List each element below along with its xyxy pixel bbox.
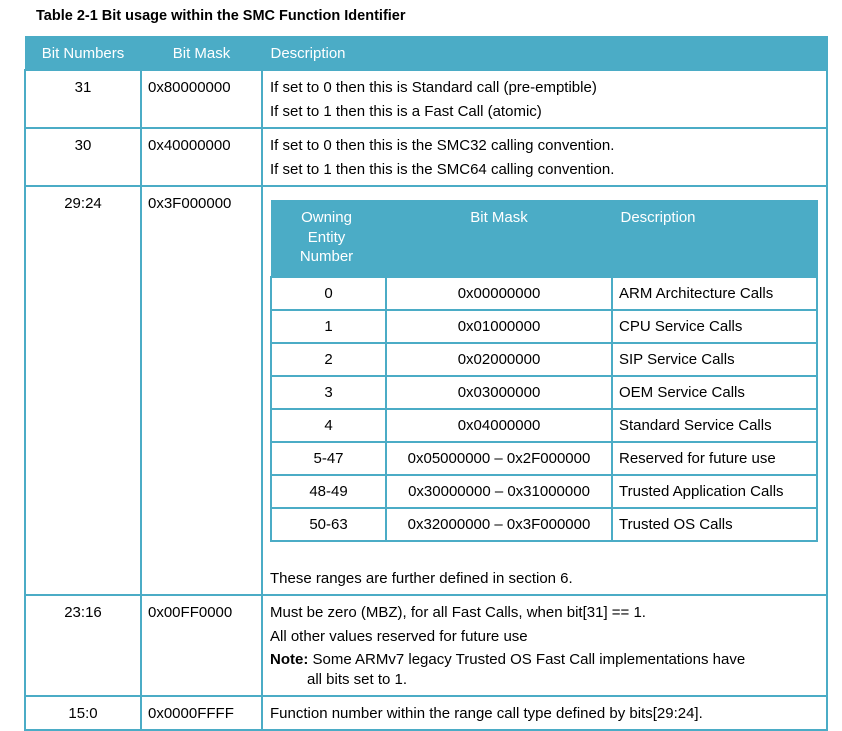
- entity-mask-cell: 0x30000000 – 0x31000000: [386, 475, 612, 508]
- bit-mask-cell: 0x3F000000: [141, 186, 262, 595]
- note-line: [270, 649, 820, 670]
- table-row: [271, 442, 817, 475]
- entity-desc-cell: Trusted OS Calls: [612, 508, 817, 541]
- header-row: [25, 37, 827, 71]
- note-continuation: all bits set to 1.: [307, 671, 408, 688]
- note-label: Note:: [270, 651, 309, 668]
- table-caption: Table 2-1 Bit usage within the SMC Function Identifier: [36, 8, 406, 24]
- bit-mask-cell: 0x00FF0000: [141, 595, 262, 696]
- bit-mask-cell: 0x80000000: [141, 70, 262, 128]
- entity-mask-cell: 0x00000000: [386, 277, 612, 310]
- entity-desc-cell: CPU Service Calls: [612, 310, 817, 343]
- smc-function-id-table: [24, 36, 828, 731]
- bit-number-cell: 31: [25, 70, 141, 128]
- bit-number-cell: 23:16: [25, 595, 141, 696]
- table-row: [271, 508, 817, 541]
- bit-number-cell: 15:0: [25, 696, 141, 730]
- inner-header-row: [271, 201, 817, 278]
- bit-mask-cell: 0x40000000: [141, 128, 262, 186]
- entity-number-cell: 48-49: [271, 475, 386, 508]
- description-cell: [262, 595, 827, 696]
- header-bit-mask: Bit Mask: [141, 37, 262, 71]
- entity-number-cell: 5-47: [271, 442, 386, 475]
- description-line: Must be zero (MBZ), for all Fast Calls, when bit[31] == 1.: [270, 604, 646, 621]
- description-line: If set to 0 then this is the SMC32 calling convention.: [270, 137, 615, 154]
- table-row: [271, 376, 817, 409]
- entity-desc-cell: Standard Service Calls: [612, 409, 817, 442]
- owning-entity-table: [270, 200, 818, 542]
- description-line: If set to 1 then this is the SMC64 calling convention.: [270, 161, 615, 178]
- entity-desc-cell: SIP Service Calls: [612, 343, 817, 376]
- entity-desc-cell: Reserved for future use: [612, 442, 817, 475]
- entity-mask-cell: 0x04000000: [386, 409, 612, 442]
- table-row: [25, 186, 827, 595]
- description-cell: [262, 186, 827, 595]
- header-owning-entity: Owning Entity Number: [271, 201, 386, 278]
- entity-number-cell: 4: [271, 409, 386, 442]
- entity-mask-cell: 0x01000000: [386, 310, 612, 343]
- entity-mask-cell: 0x03000000: [386, 376, 612, 409]
- table-row: [271, 310, 817, 343]
- description-cell: [262, 128, 827, 186]
- note-text: Some ARMv7 legacy Trusted OS Fast Call implementations have: [312, 651, 746, 668]
- entity-number-cell: 2: [271, 343, 386, 376]
- ranges-footnote: These ranges are further defined in section 6.: [270, 570, 573, 587]
- header-bit-numbers: Bit Numbers: [25, 37, 141, 71]
- table-row: [271, 343, 817, 376]
- header-inner-bit-mask: Bit Mask: [386, 201, 612, 278]
- table-row: [271, 409, 817, 442]
- entity-number-cell: 0: [271, 277, 386, 310]
- description-line: If set to 1 then this is a Fast Call (atomic): [270, 103, 542, 120]
- bit-number-cell: 29:24: [25, 186, 141, 595]
- header-description: Description: [262, 37, 827, 71]
- entity-desc-cell: Trusted Application Calls: [612, 475, 817, 508]
- entity-desc-cell: ARM Architecture Calls: [612, 277, 817, 310]
- entity-number-cell: 3: [271, 376, 386, 409]
- description-line: If set to 0 then this is Standard call (pre-emptible): [270, 79, 597, 96]
- table-row: [25, 70, 827, 128]
- table-row: [25, 595, 827, 696]
- table-row: [25, 128, 827, 186]
- description-cell: [262, 70, 827, 128]
- entity-mask-cell: 0x32000000 – 0x3F000000: [386, 508, 612, 541]
- description-line: All other values reserved for future use: [270, 628, 528, 645]
- entity-desc-cell: OEM Service Calls: [612, 376, 817, 409]
- entity-mask-cell: 0x05000000 – 0x2F000000: [386, 442, 612, 475]
- table-row: [271, 475, 817, 508]
- entity-number-cell: 1: [271, 310, 386, 343]
- entity-number-cell: 50-63: [271, 508, 386, 541]
- bit-mask-cell: 0x0000FFFF: [141, 696, 262, 730]
- table-row: [271, 277, 817, 310]
- description-line: Function number within the range call type defined by bits[29:24].: [270, 705, 703, 722]
- entity-mask-cell: 0x02000000: [386, 343, 612, 376]
- header-inner-description: Description: [612, 201, 817, 278]
- bit-number-cell: 30: [25, 128, 141, 186]
